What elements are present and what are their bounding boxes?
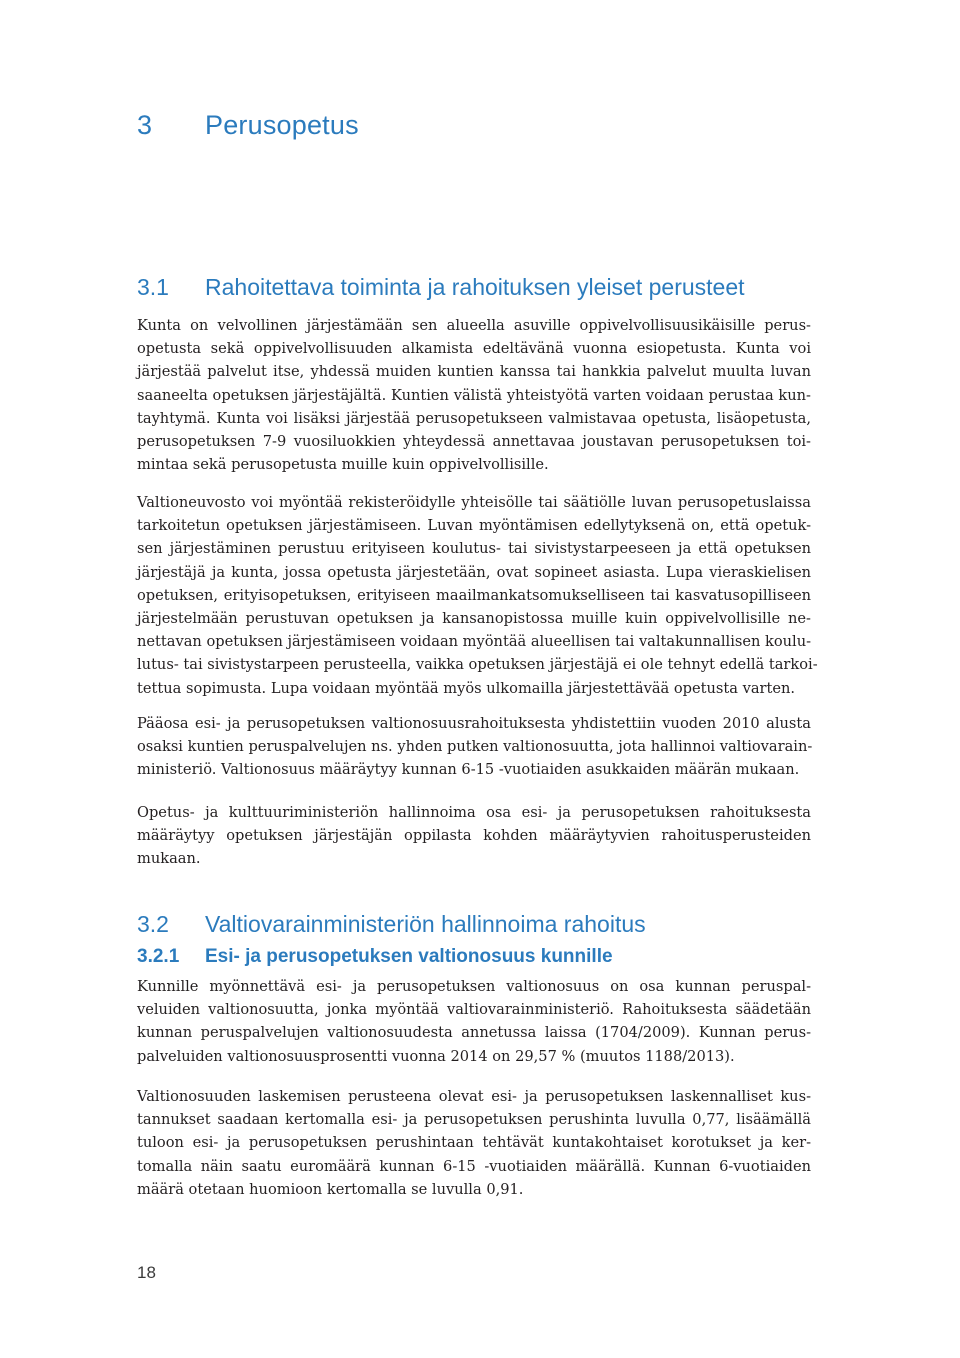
text-line: tarkoitetun opetuksen järjestämiseen. Luvan myöntämisen edellytyksenä on, että opetuk- xyxy=(137,517,811,535)
text-line: Valtionosuuden laskemisen perusteena olevat esi- ja perusopetuksen laskennalliset kus- xyxy=(137,1088,811,1105)
section-heading-3-2 xyxy=(137,911,646,938)
text-line: Valtioneuvosto voi myöntää rekisteröidylle yhteisölle tai säätiölle luvan perusopetuslaissa xyxy=(137,494,811,511)
chapter-number: 3 xyxy=(137,110,153,140)
text-line: Kunnille myönnettävä esi- ja perusopetuksen valtionosuus on osa kunnan peruspal- xyxy=(137,978,811,995)
section-title: Valtiovarainministeriön hallinnoima rahoitus xyxy=(205,911,646,937)
text-line: Kunta on velvollinen järjestämään sen alueella asuville oppivelvollisuusikäisille perus- xyxy=(137,317,811,334)
paragraph-6 xyxy=(137,1085,811,1201)
text-line: ministeriö. Valtionosuus määräytyy kunnan 6-15 -vuotiaiden asukkaiden määrän mukaan. xyxy=(137,761,800,779)
text-line: veluiden valtionosuutta, jonka myöntää valtiovarainministeriö. Rahoituksesta säädetään xyxy=(137,1001,811,1019)
paragraph-4 xyxy=(137,801,811,871)
paragraph-2 xyxy=(137,491,818,700)
section-number: 3.1 xyxy=(137,274,169,300)
paragraph-3 xyxy=(137,712,811,782)
text-line: lutus- tai sivistystarpeen perusteella, vaikka opetuksen järjestäjä ei ole tehnyt edellä tarkoi- xyxy=(137,656,818,674)
text-line: Pääosa esi- ja perusopetuksen valtionosuusrahoituksesta yhdistettiin vuoden 2010 alusta xyxy=(137,715,811,732)
text-line: tannukset saadaan kertomalla esi- ja perusopetuksen perushinta luvulla 0,77, lisäämällä xyxy=(137,1111,811,1129)
text-line: perusopetuksen 7-9 vuosiluokkien yhteydessä annettavaa joustavan perusopetuksen toi- xyxy=(137,432,811,450)
text-line: määräytyy opetuksen järjestäjän oppilasta kohden määräytyvien rahoitusperusteiden xyxy=(137,827,811,845)
text-line: mukaan. xyxy=(137,850,201,868)
section-heading-3-1 xyxy=(137,274,745,301)
text-line: Opetus- ja kulttuuriministeriön hallinnoima osa esi- ja perusopetuksen rahoituksesta xyxy=(137,804,811,821)
text-line: tomalla näin saatu euromäärä kunnan 6-15 -vuotiaiden määrällä. Kunnan 6-vuotiaiden xyxy=(137,1157,811,1175)
text-line: järjestäjä ja kunta, jossa opetusta järjestetään, ovat sopineet asiasta. Lupa vieraskielisen xyxy=(137,563,811,581)
text-line: tuloon esi- ja perusopetuksen perushintaan tehtävät kuntakohtaiset korotukset ja ker- xyxy=(137,1134,811,1152)
chapter-title: Perusopetus xyxy=(205,110,359,140)
chapter-heading xyxy=(137,110,359,141)
text-line: opetuksen, erityisopetuksen, erityiseen maailmankatsomukselliseen tai kasvatusopilliseen xyxy=(137,586,811,604)
subsection-title: Esi- ja perusopetuksen valtionosuus kunnille xyxy=(205,946,613,967)
subsection-heading-3-2-1 xyxy=(137,946,613,968)
text-line: kunnan peruspalvelujen valtionosuudesta annetussa laissa (1704/2009). Kunnan perus- xyxy=(137,1024,811,1042)
subsection-number: 3.2.1 xyxy=(137,946,180,967)
text-line: mintaa sekä perusopetusta muille kuin oppivelvollisille. xyxy=(137,456,549,474)
text-line: osaksi kuntien peruspalvelujen ns. yhden putken valtionosuutta, jota hallinnoi valtiovarain- xyxy=(137,738,813,756)
section-title: Rahoitettava toiminta ja rahoituksen yleiset perusteet xyxy=(205,274,745,300)
document-page xyxy=(137,0,818,1358)
text-line: järjestelmään perustuvan opetuksen ja kansanopistossa muille kuin oppivelvollisille ne- xyxy=(137,609,811,627)
text-line: nettavan opetuksen järjestämiseen voidaan myöntää alueellisen tai valtakunnallisen koulu- xyxy=(137,633,812,651)
text-line: palveluiden valtionosuusprosentti vuonna 2014 on 29,57 % (muutos 1188/2013). xyxy=(137,1047,735,1065)
text-line: sen järjestäminen perustuu erityiseen koulutus- tai sivistystarpeeseen ja että opetuksen xyxy=(137,540,811,558)
text-line: opetusta sekä oppivelvollisuuden alkamista edeltävänä vuonna esiopetusta. Kunta voi xyxy=(137,340,811,358)
section-number: 3.2 xyxy=(137,911,169,937)
text-line: tayhtymä. Kunta voi lisäksi järjestää perusopetukseen valmistavaa opetusta, lisäopetusta, xyxy=(137,409,811,427)
page-number: 18 xyxy=(137,1263,156,1282)
text-line: järjestää palvelut itse, yhdessä muiden kuntien kanssa tai hankkia palvelut muulta luvan xyxy=(137,363,811,381)
text-line: määrä otetaan huomioon kertomalla se luvulla 0,91. xyxy=(137,1180,524,1198)
text-line: saaneelta opetuksen järjestäjältä. Kuntien välistä yhteistyötä varten voidaan perustaa kun- xyxy=(137,386,811,404)
paragraph-5 xyxy=(137,975,811,1068)
text-line: tettua sopimusta. Lupa voidaan myöntää myös ulkomailla järjestettävää opetusta varten. xyxy=(137,679,796,697)
paragraph-1 xyxy=(137,314,811,476)
